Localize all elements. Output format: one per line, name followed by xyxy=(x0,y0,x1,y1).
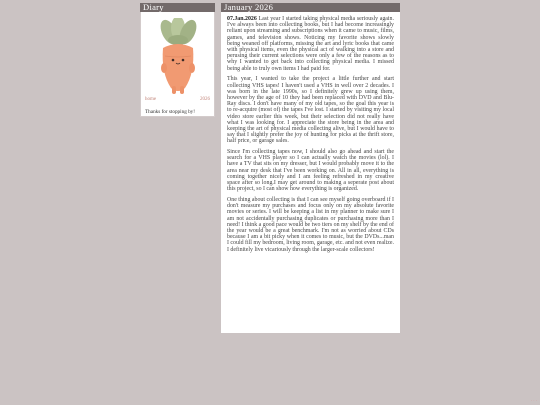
entry-paragraph: Since I'm collecting tapes now, I should also go ahead and start the search for a VHS player so I can actually watch the movies (lol). I have a TV that sits on my dresser, but I would probably move it to the area near my desk that I've been working on. All in all, everything is coming together nicely and I am feeling refreshed in my creative space after so long.I may get around to making a seperate post about this project, so I can show how everything is organized. xyxy=(227,149,394,193)
home-link[interactable]: home xyxy=(145,97,157,102)
corner-mark: · · · xyxy=(530,398,537,403)
entry-title: January 2026 xyxy=(221,3,400,12)
entry-paragraph: 07.Jan.2026 Last year I started taking physical media seriously again. I've always been into collecting books, but I had become increasingly reliant upon streaming and subscriptions when it came to music, films, games, and television shows. Noticing my favorite shows slowly being weaned off platforms, missing the art and lyric books that came with physical items, even the physical act of walking into a store and perusing their current selections were only a few of the reasons as to why I wanted to get back into collecting physical media. I missed being able to truly own items I had paid for. xyxy=(227,16,394,72)
sidebar-note: Thanks for stopping by! xyxy=(145,109,195,115)
entry-paragraph: This year, I wanted to take the project a little further and start collecting VHS tapes! I haven't used a VHS in well over 2 decades. I was born in the late 1990s, so I definitely grew up using them, however by the age of 10 they had been replaced with DVD and Blu-Ray discs. I don't have many of my old tapes, so the goal this year is to re-acquire (most of) the tapes I've lost. I started by visiting my local video store earlier this week, but their selection did not really have what I was looking for. I appreciate the store being in the area and keeping the art of physical media collecting alive, but I would have to say that I slightly prefer the joy of hunting for picks at the thrift store, half price, or garage sales. xyxy=(227,76,394,145)
entry-paragraph: One thing about collecting is that I can see myself going overboard if I don't measure my purchases and focus only on my absolute favorite movies or series. I will be keeping a list in my planner to make sure I am not accidentally purchasing duplicates or purchasing more than I need! I think a good pace would be two tiers on my shelf by the end of the year would be a great benchmark. I'm not as worried about CDs because I am a bit picky when it comes to music, but the DVDs...man I could fill my bedroom, living room, garage, etc. and not even realize. I definitely live vicariously through the larger-scale collectors! xyxy=(227,196,395,253)
carrot-plush-icon xyxy=(151,18,206,96)
diary-entry xyxy=(221,3,400,333)
sidebar-links xyxy=(145,97,210,102)
entry-date: 07.Jan.2026 xyxy=(227,16,257,22)
entry-body xyxy=(221,12,400,333)
sidebar xyxy=(140,3,215,117)
year-link[interactable]: 2026 xyxy=(200,97,210,102)
sidebar-title: Diary xyxy=(140,3,215,12)
sidebar-panel xyxy=(140,12,215,117)
